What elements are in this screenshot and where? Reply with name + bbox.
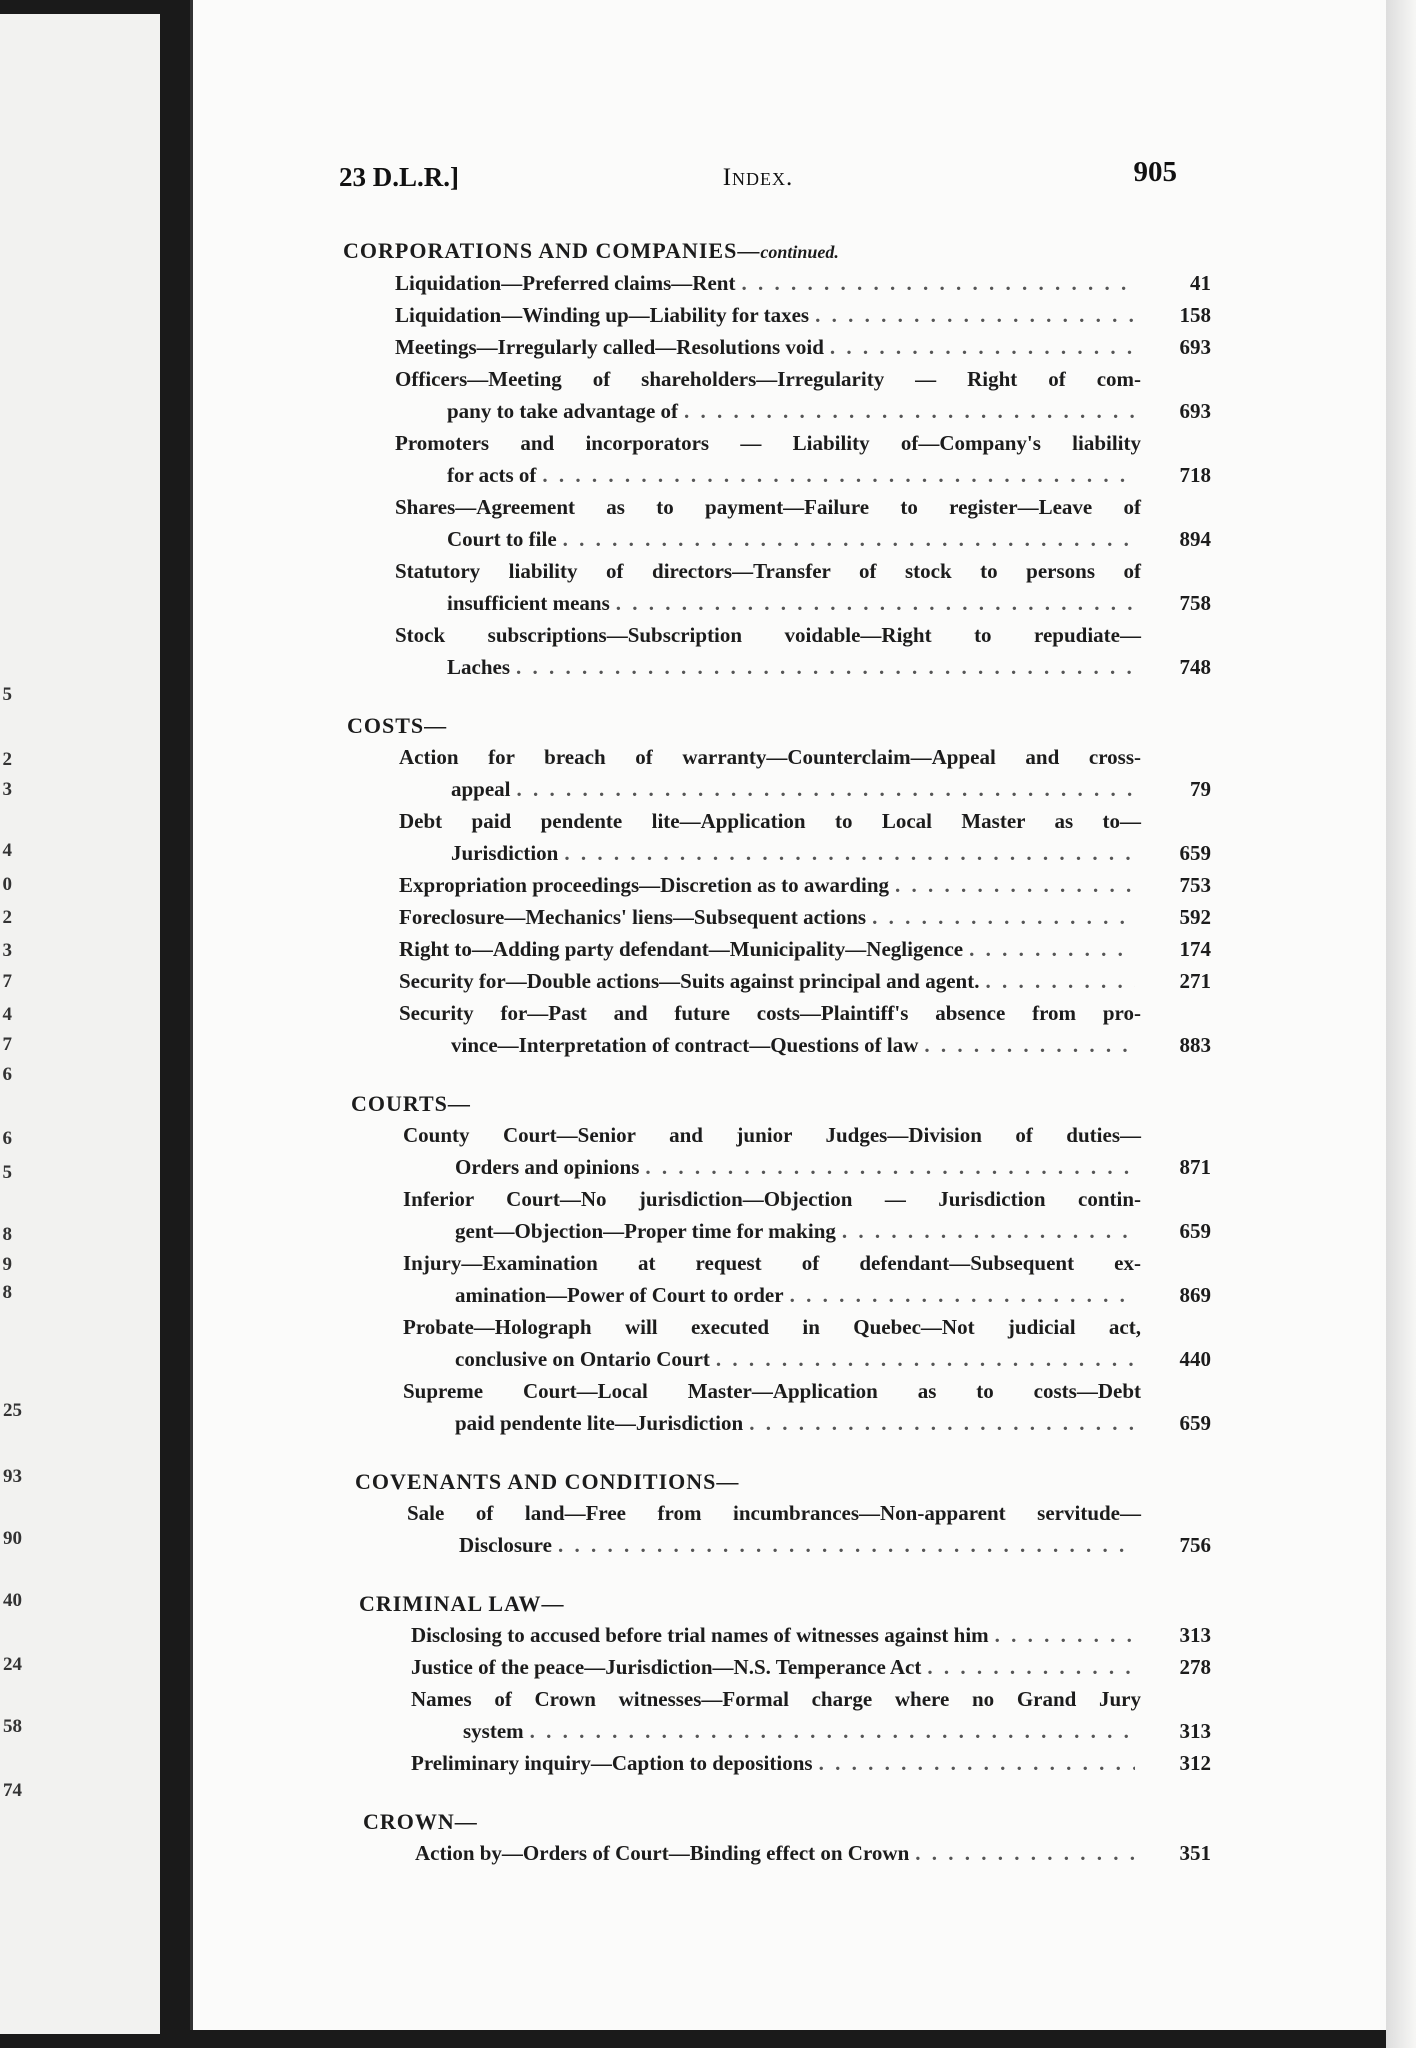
index-entry bbox=[343, 299, 1211, 331]
page-reference: 758 bbox=[1179, 591, 1211, 615]
entry-line: Action for breach of warranty—Counterclaim—Appeal and cross- bbox=[399, 745, 1141, 769]
index-entry bbox=[347, 805, 1211, 869]
entry-final-line bbox=[411, 1619, 1141, 1651]
facing-page-number-fragment: 7 bbox=[2, 1034, 12, 1055]
dot-leader bbox=[516, 651, 1135, 683]
section-heading-text: COURTS— bbox=[351, 1091, 471, 1116]
entry-line: Laches bbox=[447, 655, 510, 679]
entry-line: vince—Interpretation of contract—Questions of law bbox=[451, 1033, 919, 1057]
facing-page-number-fragment: 93 bbox=[3, 1466, 22, 1487]
index-entry bbox=[355, 1497, 1211, 1561]
index-entry bbox=[343, 491, 1211, 555]
dot-leader bbox=[563, 523, 1135, 555]
entry-final-line bbox=[395, 267, 1141, 299]
page-reference: 659 bbox=[1179, 841, 1211, 865]
page-reference: 871 bbox=[1179, 1155, 1211, 1179]
entry-line: Foreclosure—Mechanics' liens—Subsequent actions bbox=[399, 905, 867, 929]
page-reference: 351 bbox=[1179, 1841, 1211, 1865]
entry-final-line bbox=[411, 1715, 1141, 1747]
entry-line: Preliminary inquiry—Caption to depositions bbox=[411, 1751, 813, 1775]
facing-page-number-fragment: 4 bbox=[2, 840, 12, 861]
facing-page-number-fragment: 4 bbox=[2, 1004, 12, 1025]
entry-final-line bbox=[395, 587, 1141, 619]
entry-line: Expropriation proceedings—Discretion as to awarding bbox=[399, 873, 890, 897]
page-reference: 693 bbox=[1179, 335, 1211, 359]
facing-page-number-fragment: 25 bbox=[3, 1400, 22, 1421]
entry-final-line bbox=[411, 1651, 1141, 1683]
entry-final-line bbox=[395, 395, 1141, 427]
index-entry bbox=[351, 1119, 1211, 1183]
page-reference: 718 bbox=[1179, 463, 1211, 487]
dot-leader bbox=[684, 395, 1135, 427]
entry-line: pany to take advantage of bbox=[447, 399, 679, 423]
index-entry bbox=[351, 1183, 1211, 1247]
page-reference: 158 bbox=[1179, 303, 1211, 327]
entry-final-line bbox=[407, 1529, 1141, 1561]
facing-page-number-fragment: 2 bbox=[2, 907, 12, 928]
page-reference: 271 bbox=[1179, 969, 1211, 993]
page-reference: 440 bbox=[1179, 1347, 1211, 1371]
page-reference: 313 bbox=[1179, 1623, 1211, 1647]
index-entry bbox=[351, 1375, 1211, 1439]
index-section bbox=[343, 1467, 1211, 1561]
entry-line: Injury—Examination at request of defendant—Subsequent ex- bbox=[403, 1251, 1141, 1275]
entry-final-line bbox=[403, 1215, 1141, 1247]
entry-final-line bbox=[403, 1407, 1141, 1439]
page-number: 905 bbox=[1133, 156, 1177, 188]
page-edge-shadow bbox=[1386, 0, 1416, 2048]
entry-final-line bbox=[399, 869, 1141, 901]
dot-leader bbox=[915, 1837, 1135, 1869]
running-header bbox=[339, 156, 1177, 196]
facing-page-number-fragment: 2 bbox=[2, 749, 12, 770]
page-reference: 312 bbox=[1179, 1751, 1211, 1775]
dot-leader bbox=[819, 1747, 1135, 1779]
entry-line: Justice of the peace—Jurisdiction—N.S. Temperance Act bbox=[411, 1655, 922, 1679]
index-entry bbox=[347, 965, 1211, 997]
entry-final-line bbox=[395, 459, 1141, 491]
entry-line: Names of Crown witnesses—Formal charge where no Grand Jury bbox=[411, 1687, 1141, 1711]
section-heading-text: CORPORATIONS AND COMPANIES— bbox=[343, 238, 761, 263]
entry-line: Security for—Double actions—Suits against principal and agent. bbox=[399, 969, 980, 993]
page-reference: 79 bbox=[1190, 777, 1211, 801]
index-entry bbox=[347, 997, 1211, 1061]
page-reference: 883 bbox=[1179, 1033, 1211, 1057]
volume-label: 23 D.L.R.] bbox=[339, 162, 459, 192]
entry-line: Disclosing to accused before trial names of witnesses against him bbox=[411, 1623, 989, 1647]
index-entry bbox=[359, 1747, 1211, 1779]
page-reference: 869 bbox=[1179, 1283, 1211, 1307]
page-reference: 41 bbox=[1190, 271, 1211, 295]
dot-leader bbox=[924, 1029, 1135, 1061]
entry-final-line bbox=[399, 773, 1141, 805]
section-heading bbox=[363, 1807, 1211, 1837]
entry-final-line bbox=[399, 901, 1141, 933]
dot-leader bbox=[995, 1619, 1135, 1651]
page-reference: 756 bbox=[1179, 1533, 1211, 1557]
entry-final-line bbox=[399, 837, 1141, 869]
entry-line: Liquidation—Preferred claims—Rent bbox=[395, 271, 736, 295]
dot-leader bbox=[790, 1279, 1135, 1311]
index-section bbox=[343, 1589, 1211, 1779]
page-reference: 659 bbox=[1179, 1219, 1211, 1243]
entry-line: County Court—Senior and junior Judges—Division of duties— bbox=[403, 1123, 1141, 1147]
index-entry bbox=[359, 1683, 1211, 1747]
entry-line: gent—Objection—Proper time for making bbox=[455, 1219, 836, 1243]
facing-page-number-fragment: 7 bbox=[2, 971, 12, 992]
entry-final-line bbox=[395, 299, 1141, 331]
index-entry bbox=[351, 1247, 1211, 1311]
section-heading-text: CRIMINAL LAW— bbox=[359, 1591, 565, 1616]
section-heading bbox=[343, 236, 1211, 267]
entry-line: Right to—Adding party defendant—Municipality—Negligence bbox=[399, 937, 964, 961]
entry-line: Liquidation—Winding up—Liability for taxes bbox=[395, 303, 810, 327]
facing-page-number-fragment: 5 bbox=[2, 684, 12, 705]
facing-page-number-fragment: 3 bbox=[2, 940, 12, 961]
page-title: Index. bbox=[722, 164, 794, 191]
dot-leader bbox=[542, 459, 1135, 491]
index-section bbox=[343, 711, 1211, 1061]
dot-leader bbox=[616, 587, 1135, 619]
dot-leader bbox=[872, 901, 1135, 933]
entry-final-line bbox=[399, 965, 1141, 997]
entry-final-line bbox=[395, 651, 1141, 683]
dot-leader bbox=[830, 331, 1135, 363]
page-reference: 174 bbox=[1179, 937, 1211, 961]
section-heading-text: COSTS— bbox=[347, 713, 448, 738]
entry-final-line bbox=[395, 331, 1141, 363]
entry-final-line bbox=[403, 1279, 1141, 1311]
dot-leader bbox=[517, 773, 1135, 805]
entry-line: Security for—Past and future costs—Plaintiff's absence from pro- bbox=[399, 1001, 1141, 1025]
entry-line: Probate—Holograph will executed in Quebec—Not judicial act, bbox=[403, 1315, 1141, 1339]
dot-leader bbox=[927, 1651, 1135, 1683]
index-entry bbox=[343, 427, 1211, 491]
entry-line: Action by—Orders of Court—Binding effect on Crown bbox=[415, 1841, 910, 1865]
index-entry bbox=[343, 555, 1211, 619]
index-entry bbox=[343, 363, 1211, 427]
facing-page-number-fragment: 3 bbox=[2, 779, 12, 800]
section-heading bbox=[351, 1089, 1211, 1119]
dot-leader bbox=[842, 1215, 1135, 1247]
page-reference: 659 bbox=[1179, 1411, 1211, 1435]
entry-final-line bbox=[403, 1343, 1141, 1375]
entry-line: Sale of land—Free from incumbrances—Non-apparent servitude— bbox=[407, 1501, 1141, 1525]
entry-final-line bbox=[415, 1837, 1141, 1869]
page-reference: 693 bbox=[1179, 399, 1211, 423]
entry-final-line bbox=[395, 523, 1141, 555]
entry-line: Court to file bbox=[447, 527, 557, 551]
entry-line: Supreme Court—Local Master—Application as to costs—Debt bbox=[403, 1379, 1141, 1403]
facing-page-number-fragment: 6 bbox=[2, 1128, 12, 1149]
section-heading-text: COVENANTS AND CONDITIONS— bbox=[355, 1469, 740, 1494]
dot-leader bbox=[530, 1715, 1135, 1747]
facing-page-number-fragment: 24 bbox=[3, 1654, 22, 1675]
page-reference: 592 bbox=[1179, 905, 1211, 929]
entry-line: Disclosure bbox=[459, 1533, 552, 1557]
entry-line: Promoters and incorporators — Liability of—Company's liability bbox=[395, 431, 1141, 455]
entry-final-line bbox=[411, 1747, 1141, 1779]
entry-line: Statutory liability of directors—Transfer of stock to persons of bbox=[395, 559, 1141, 583]
dot-leader bbox=[564, 837, 1135, 869]
dot-leader bbox=[749, 1407, 1135, 1439]
index-entry bbox=[343, 267, 1211, 299]
entry-line: appeal bbox=[451, 777, 511, 801]
index-entry bbox=[351, 1311, 1211, 1375]
index-section bbox=[343, 236, 1211, 683]
entry-line: system bbox=[463, 1719, 524, 1743]
entry-line: for acts of bbox=[447, 463, 537, 487]
page-reference: 894 bbox=[1179, 527, 1211, 551]
index-entry bbox=[359, 1619, 1211, 1651]
section-heading bbox=[359, 1589, 1211, 1619]
entry-line: paid pendente lite—Jurisdiction bbox=[455, 1411, 744, 1435]
dot-leader bbox=[716, 1343, 1135, 1375]
section-heading-text: CROWN— bbox=[363, 1809, 478, 1834]
dot-leader bbox=[815, 299, 1135, 331]
page-reference: 313 bbox=[1179, 1719, 1211, 1743]
facing-page-number-fragment: 5 bbox=[2, 1162, 12, 1183]
dot-leader bbox=[645, 1151, 1135, 1183]
index-page bbox=[190, 0, 1389, 2030]
entry-line: insufficient means bbox=[447, 591, 610, 615]
facing-page-number-fragment: 8 bbox=[2, 1282, 12, 1303]
facing-page-number-fragment: 8 bbox=[2, 1224, 12, 1245]
section-heading bbox=[355, 1467, 1211, 1497]
page-reference: 753 bbox=[1179, 873, 1211, 897]
dot-leader bbox=[895, 869, 1135, 901]
index-entry bbox=[359, 1651, 1211, 1683]
facing-page-number-fragment: 74 bbox=[3, 1780, 22, 1801]
facing-page-number-fragment: 90 bbox=[3, 1528, 22, 1549]
index-entry bbox=[347, 869, 1211, 901]
index-entry bbox=[347, 741, 1211, 805]
facing-page-number-fragment: 9 bbox=[2, 1254, 12, 1275]
entry-line: Stock subscriptions—Subscription voidable—Right to repudiate— bbox=[395, 623, 1141, 647]
entry-final-line bbox=[399, 1029, 1141, 1061]
facing-page-number-fragment: 6 bbox=[2, 1064, 12, 1085]
index-entry bbox=[343, 619, 1211, 683]
index-entry bbox=[347, 933, 1211, 965]
dot-leader bbox=[558, 1529, 1135, 1561]
index-section bbox=[343, 1089, 1211, 1439]
entry-line: Orders and opinions bbox=[455, 1155, 640, 1179]
entry-line: amination—Power of Court to order bbox=[455, 1283, 784, 1307]
dot-leader bbox=[969, 933, 1135, 965]
entry-final-line bbox=[403, 1151, 1141, 1183]
index-entry bbox=[347, 901, 1211, 933]
dot-leader bbox=[741, 267, 1135, 299]
index-content bbox=[343, 236, 1211, 1897]
page-reference: 278 bbox=[1179, 1655, 1211, 1679]
facing-page-number-fragment: 58 bbox=[3, 1716, 22, 1737]
entry-line: Debt paid pendente lite—Application to Local Master as to— bbox=[399, 809, 1141, 833]
entry-line: Meetings—Irregularly called—Resolutions void bbox=[395, 335, 824, 359]
index-entry bbox=[343, 331, 1211, 363]
index-section bbox=[343, 1807, 1211, 1869]
facing-page-number-fragment: 0 bbox=[2, 874, 12, 895]
continued-label: continued. bbox=[760, 242, 839, 262]
entry-line: Officers—Meeting of shareholders—Irregularity — Right of com- bbox=[395, 367, 1141, 391]
page-reference: 748 bbox=[1179, 655, 1211, 679]
entry-line: conclusive on Ontario Court bbox=[455, 1347, 710, 1371]
dot-leader bbox=[985, 965, 1135, 997]
facing-page-number-fragment: 40 bbox=[3, 1590, 22, 1611]
entry-line: Jurisdiction bbox=[451, 841, 559, 865]
entry-line: Inferior Court—No jurisdiction—Objection — Jurisdiction contin- bbox=[403, 1187, 1141, 1211]
section-heading bbox=[347, 711, 1211, 741]
facing-page-edge bbox=[0, 14, 160, 2034]
entry-final-line bbox=[399, 933, 1141, 965]
entry-line: Shares—Agreement as to payment—Failure to register—Leave of bbox=[395, 495, 1141, 519]
index-entry bbox=[363, 1837, 1211, 1869]
